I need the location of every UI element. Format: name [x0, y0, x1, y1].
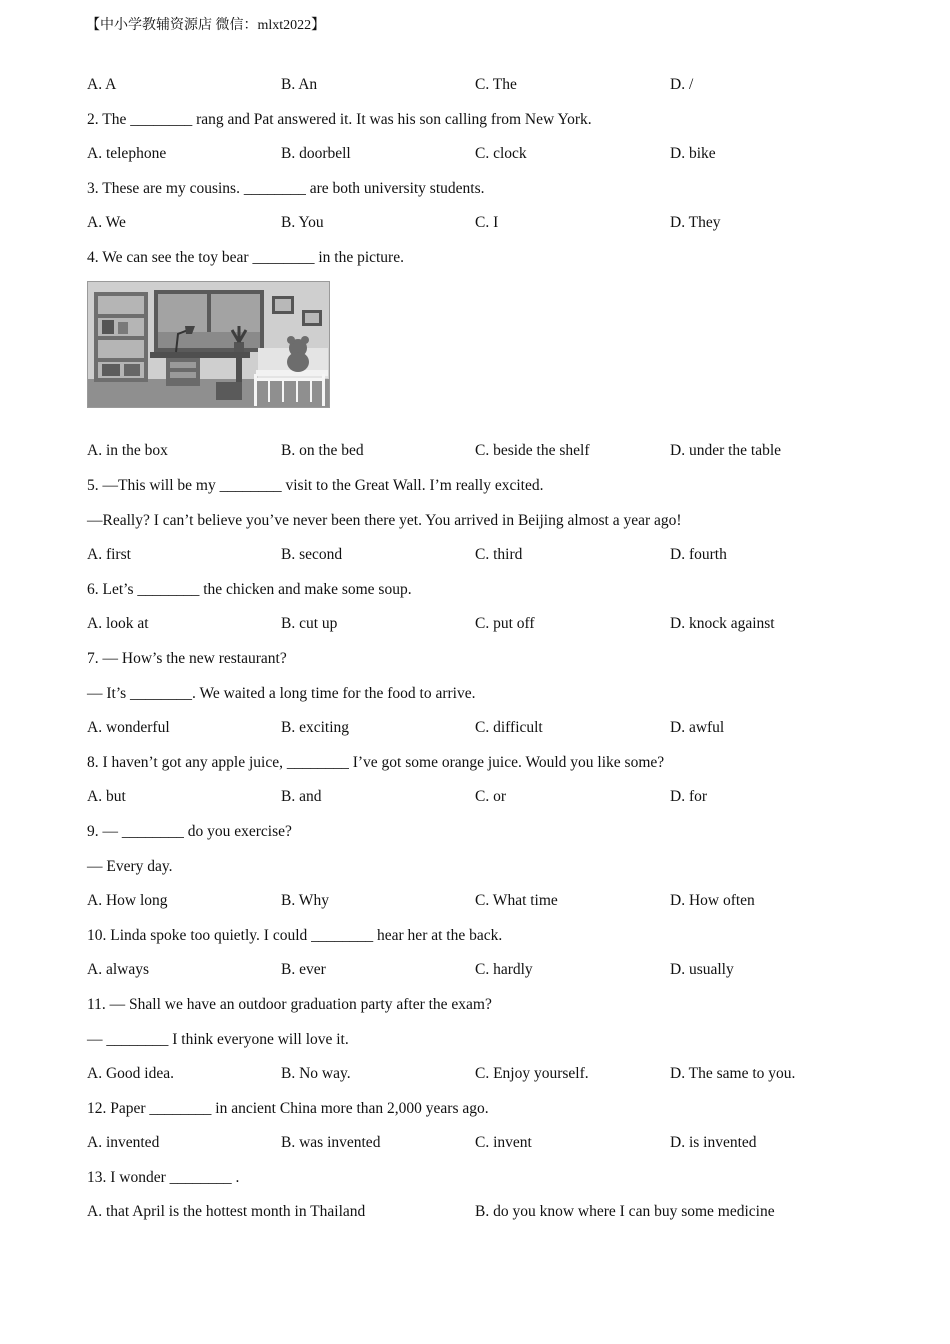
option-d: D. awful: [670, 719, 725, 736]
option-a: A. in the box: [87, 442, 168, 459]
option-c: C. beside the shelf: [475, 442, 590, 459]
option-c: C. third: [475, 546, 523, 563]
option-b: B. An: [281, 76, 318, 93]
option-a: A. Good idea.: [87, 1065, 174, 1082]
q1-options: [87, 76, 867, 98]
option-c: C. put off: [475, 615, 535, 632]
q6-stem: 6. Let’s ________ the chicken and make some soup.: [87, 581, 412, 598]
option-a: A. always: [87, 961, 149, 978]
q7-options: [87, 719, 867, 741]
option-a: A. We: [87, 214, 126, 231]
option-d: D. /: [670, 76, 694, 93]
q12-options: [87, 1134, 867, 1156]
option-b: B. do you know where I can buy some medicine: [475, 1203, 775, 1220]
option-b: B. No way.: [281, 1065, 351, 1082]
q13-options: [87, 1203, 867, 1225]
option-c: C. difficult: [475, 719, 543, 736]
option-a: A. that April is the hottest month in Thailand: [87, 1203, 366, 1220]
option-a: A. wonderful: [87, 719, 170, 736]
q9-options: [87, 892, 867, 914]
option-b: B. exciting: [281, 719, 350, 736]
option-b: B. ever: [281, 961, 326, 978]
option-b: B. was invented: [281, 1134, 381, 1151]
option-c: C. or: [475, 788, 506, 805]
q6-options: [87, 615, 867, 637]
q5-options: [87, 546, 867, 568]
q4-options: [87, 442, 867, 464]
q11-line2: — ________ I think everyone will love it.: [87, 1031, 349, 1048]
option-b: B. and: [281, 788, 322, 805]
option-c: C. hardly: [475, 961, 533, 978]
bedroom-illustration: [88, 282, 330, 408]
option-a: A. invented: [87, 1134, 160, 1151]
page-header: 【中小学教辅资源店 微信：mlxt2022】: [86, 18, 326, 33]
q2-options: [87, 145, 867, 167]
option-a: A. but: [87, 788, 126, 805]
q9-line2: — Every day.: [87, 858, 173, 875]
option-b: B. You: [281, 214, 324, 231]
q5-stem: 5. —This will be my ________ visit to the Great Wall. I’m really excited.: [87, 477, 544, 494]
option-d: D. knock against: [670, 615, 775, 632]
q13-stem: 13. I wonder ________ .: [87, 1169, 240, 1186]
option-c: C. The: [475, 76, 517, 93]
q8-stem: 8. I haven’t got any apple juice, ________ I’ve got some orange juice. Would you like some?: [87, 754, 665, 771]
q11-options: [87, 1065, 867, 1087]
option-b: B. on the bed: [281, 442, 364, 459]
option-c: C. invent: [475, 1134, 532, 1151]
option-d: D. How often: [670, 892, 755, 909]
option-b: B. second: [281, 546, 343, 563]
option-c: C. clock: [475, 145, 527, 162]
q5-line2: —Really? I can’t believe you’ve never been there yet. You arrived in Beijing almost a year ago!: [87, 512, 682, 529]
option-a: A. first: [87, 546, 131, 563]
option-b: B. Why: [281, 892, 329, 909]
option-a: A. A: [87, 76, 117, 93]
option-d: D. bike: [670, 145, 716, 162]
q9-stem: 9. — ________ do you exercise?: [87, 823, 292, 840]
q12-stem: 12. Paper ________ in ancient China more than 2,000 years ago.: [87, 1100, 489, 1117]
option-d: D. The same to you.: [670, 1065, 796, 1082]
bedroom-picture: [87, 281, 330, 408]
q10-stem: 10. Linda spoke too quietly. I could ________ hear her at the back.: [87, 927, 503, 944]
q3-stem: 3. These are my cousins. ________ are both university students.: [87, 180, 485, 197]
option-a: A. How long: [87, 892, 168, 909]
option-d: D. fourth: [670, 546, 727, 563]
option-c: C. Enjoy yourself.: [475, 1065, 589, 1082]
q11-stem: 11. — Shall we have an outdoor graduation party after the exam?: [87, 996, 492, 1013]
option-a: A. look at: [87, 615, 149, 632]
q2-stem: 2. The ________ rang and Pat answered it. It was his son calling from New York.: [87, 111, 592, 128]
q10-options: [87, 961, 867, 983]
q8-options: [87, 788, 867, 810]
option-c: C. What time: [475, 892, 558, 909]
q3-options: [87, 214, 867, 236]
option-b: B. doorbell: [281, 145, 351, 162]
option-d: D. under the table: [670, 442, 782, 459]
q7-stem: 7. — How’s the new restaurant?: [87, 650, 287, 667]
option-a: A. telephone: [87, 145, 167, 162]
option-d: D. is invented: [670, 1134, 757, 1151]
option-d: D. They: [670, 214, 721, 231]
q4-stem: 4. We can see the toy bear ________ in the picture.: [87, 249, 404, 266]
q7-line2: — It’s ________. We waited a long time for the food to arrive.: [87, 685, 476, 702]
option-c: C. I: [475, 214, 499, 231]
option-d: D. for: [670, 788, 708, 805]
option-d: D. usually: [670, 961, 734, 978]
option-b: B. cut up: [281, 615, 338, 632]
